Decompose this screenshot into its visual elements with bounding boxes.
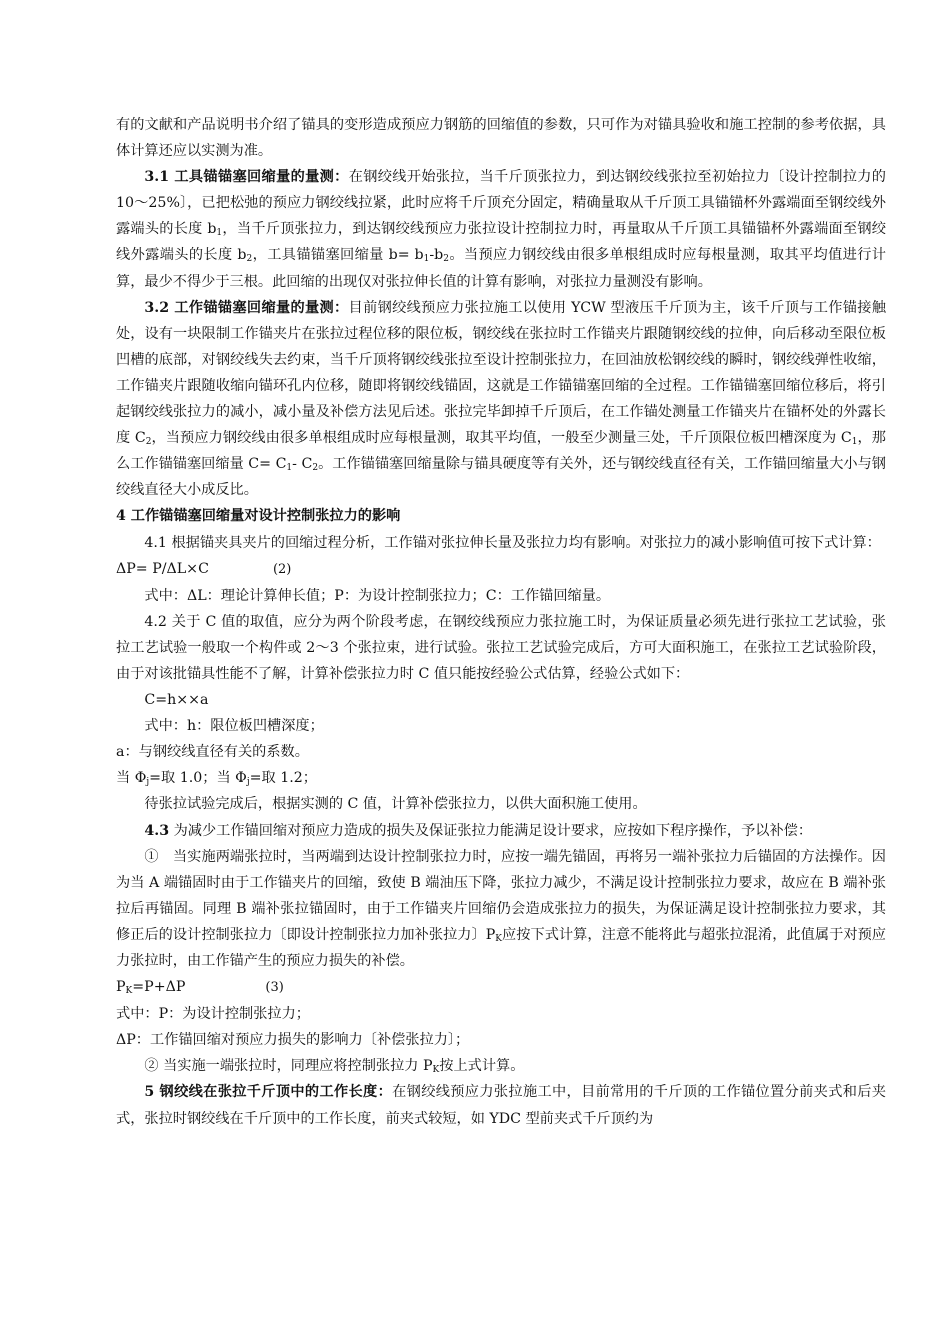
paragraph-intro xyxy=(116,112,886,164)
subscript: 1 xyxy=(851,437,858,448)
equation-2 xyxy=(116,556,886,583)
section-4-1: 4.1 根据锚夹具夹片的回缩过程分析，工作锚对张拉伸长量及张拉力均有影响。对张拉力的减小影响值可按下式计算： xyxy=(144,534,881,551)
text-run: ，工具锚锚塞回缩量 b= b xyxy=(252,247,424,264)
paragraph-intro-text: 有的文献和产品说明书介绍了锚具的变形造成预应力钢筋的回缩值的参数，只可作为对锚具验收和施工控制的参考依据，具体计算还应以实测为准。 xyxy=(116,117,886,160)
equation-c-legend-h: 式中：h：限位板凹槽深度； xyxy=(144,718,324,735)
subscript: 1 xyxy=(216,228,223,239)
text-run: P xyxy=(116,979,126,996)
equation-3 xyxy=(116,974,886,1001)
text-run: =取 1.0；当 Φ xyxy=(149,770,247,787)
subscript: 2 xyxy=(246,254,253,265)
section-5 xyxy=(116,1079,886,1131)
section-4-3-number: 4.3 xyxy=(144,822,170,839)
text-run: ，当千斤顶张拉力，到达钢绞线预应力张拉设计控制拉力时，再量取从千斤顶工具锚锚杯外露端面至钢绞线外露端头的长度 b xyxy=(116,221,886,264)
text-run: 。工作锚锚塞回缩量除与锚具硬度等有关外，还与钢绞线直径有关，工作锚回缩量大小与钢绞线直径大小成反比。 xyxy=(116,456,886,499)
text-run: =取 1.2； xyxy=(249,770,317,787)
text-run: 在钢绞线预应力张拉施工中，目前常用的千斤顶的工作锚位置分前夹式和后夹式，张拉时钢绞线在千斤顶中的工作长度，前夹式较短，如 YDC 型前夹式千斤顶约为 xyxy=(116,1084,886,1127)
text-run: 目前钢绞线预应力张拉施工以使用 YCW 型液压千斤顶为主，该千斤顶与工作锚接触处，设有一块限制工作锚夹片在张拉过程位移的限位板，钢绞线在张拉时工作锚夹片跟随钢绞线的拉伸，向后移动至限位板凹槽的底部，对钢绞线失去约束，当千斤顶将钢绞线张拉至设计控制张拉力，在回油放松钢绞线的瞬时，钢绞线弹性收缩，工作锚夹片跟随收缩向锚环孔内位移，随即将钢绞线锚固，这就是工作锚锚塞回缩的全过程。工作锚锚塞回缩位移后，将引起钢绞线张拉力的减小，减小量及补偿方法见后述。张拉完毕卸掉千斤顶后，在工作锚处测量工作锚夹片在锚杯处的外露长度 C xyxy=(116,299,887,447)
section-3-1 xyxy=(116,164,886,294)
section-3-2 xyxy=(116,295,886,504)
equation-3-formula: =P+ΔP xyxy=(132,979,186,996)
document-body xyxy=(116,112,886,1132)
text-run: - C xyxy=(292,456,313,473)
section-3-2-heading: 3.2 工作锚锚塞回缩量的量测： xyxy=(144,299,349,316)
subscript: 2 xyxy=(443,254,449,265)
section-5-heading: 5 钢绞线在张拉千斤顶中的工作长度： xyxy=(144,1084,393,1101)
subscript: 1 xyxy=(286,463,293,474)
after-test-note: 待张拉试验完成后，根据实测的 C 值，计算补偿张拉力，以供大面积施工使用。 xyxy=(144,796,647,813)
equation-c: C=h××a xyxy=(144,692,209,709)
equation-3-number: (3) xyxy=(265,980,284,996)
equation-3-legend-dp: ΔP：工作锚回缩对预应力损失的影响力〔补偿张拉力〕； xyxy=(116,1032,470,1049)
text-run: 。当预应力钢绞线由很多单根组成时应每根量测，取其平均值进行计算，最少不得少于三根。此回缩的出现仅对张拉伸长值的计算有影响，对张拉力量测没有影响。 xyxy=(116,247,886,290)
section-4-heading: 4 工作锚锚塞回缩量对设计控制张拉力的影响 xyxy=(116,508,401,525)
phi-values xyxy=(116,765,886,791)
section-3-1-heading: 3.1 工具锚锚塞回缩量的量测： xyxy=(144,169,349,186)
text-run: 应按下式计算，注意不能将此与超张拉混淆，此值属于对预应力张拉时，由工作锚产生的预应力损失的补偿。 xyxy=(116,926,886,969)
text-run: 当 Φ xyxy=(116,770,147,787)
subscript: 1 xyxy=(423,254,430,265)
text-run: ② 当实施一端张拉时，同理应将控制张拉力 P xyxy=(144,1058,433,1075)
equation-c-legend-a: a：与钢绞线直径有关的系数。 xyxy=(116,744,309,761)
text-run: -b xyxy=(429,247,444,264)
section-4-3 xyxy=(116,818,886,844)
subscript: j xyxy=(246,777,250,788)
subscript: 2 xyxy=(145,437,152,448)
subscript: j xyxy=(146,777,150,788)
equation-3-legend-p: 式中：P：为设计控制张拉力； xyxy=(116,1006,310,1023)
subscript: K xyxy=(432,1065,440,1076)
section-4-2: 4.2 关于 C 值的取值，应分为两个阶段考虑，在钢绞线预应力张拉施工时，为保证质量必须先进行张拉工艺试验，张拉工艺试验一般取一个构件或 2～3 个张拉束，进行试验。张拉工艺试验完成后，方可大面积施工，在张拉工艺试验阶段，由于对该批锚具性能不了解，计算补偿张拉力时 C 值只能按经验公式估算，经验公式如下： xyxy=(116,613,886,682)
text-run: ① 当实施两端张拉时，当两端到达设计控制张拉力时，应按一端先锚固，再将另一端补张拉力后锚固的方法操作。因为当 A 端锚固时由于工作锚夹片的回缩，致使 B 端油压下降，张拉力减少，不满足设计控制张拉力要求，故应在 B 端补张拉后再锚固。同理 B 端补张拉锚固时，由于工作锚夹片回缩仍会造成张拉力的损失，为保证满足设计控制张拉力要求，其修正后的设计控制张拉力〔即设计控制张拉力加补张拉力〕P xyxy=(116,848,886,943)
text-run: 在钢绞线开始张拉，当千斤顶张拉力，到达钢绞线张拉至初始拉力〔设计控制拉力的10～25%〕，已把松弛的预应力钢绞线拉紧，此时应将千斤顶充分固定，精确量取从千斤顶工具锚锚杯外露端面至钢绞线外露端头的长度 b xyxy=(116,169,886,238)
text-run: 按上式计算。 xyxy=(439,1058,525,1075)
list-item-1 xyxy=(116,844,886,974)
subscript: 2 xyxy=(312,463,319,474)
equation-2-legend: 式中：ΔL：理论计算伸长值；P：为设计控制张拉力；C：工作锚回缩量。 xyxy=(144,587,611,604)
subscript: K xyxy=(495,933,503,944)
equation-2-formula: ΔP= P/ΔL×C xyxy=(116,560,209,577)
text-run: ，那么工作锚锚塞回缩量 C= C xyxy=(116,430,886,473)
subscript: K xyxy=(125,986,133,997)
text-run: 为减少工作锚回缩对预应力造成的损失及保证张拉力能满足设计要求，应按如下程序操作，予以补偿： xyxy=(169,822,813,839)
equation-2-number: (2) xyxy=(272,561,292,577)
text-run: ，当预应力钢绞线由很多单根组成时应每根量测，取其平均值，一般至少测量三处，千斤顶限位板凹槽深度为 C xyxy=(151,430,852,447)
list-item-2 xyxy=(116,1053,886,1079)
